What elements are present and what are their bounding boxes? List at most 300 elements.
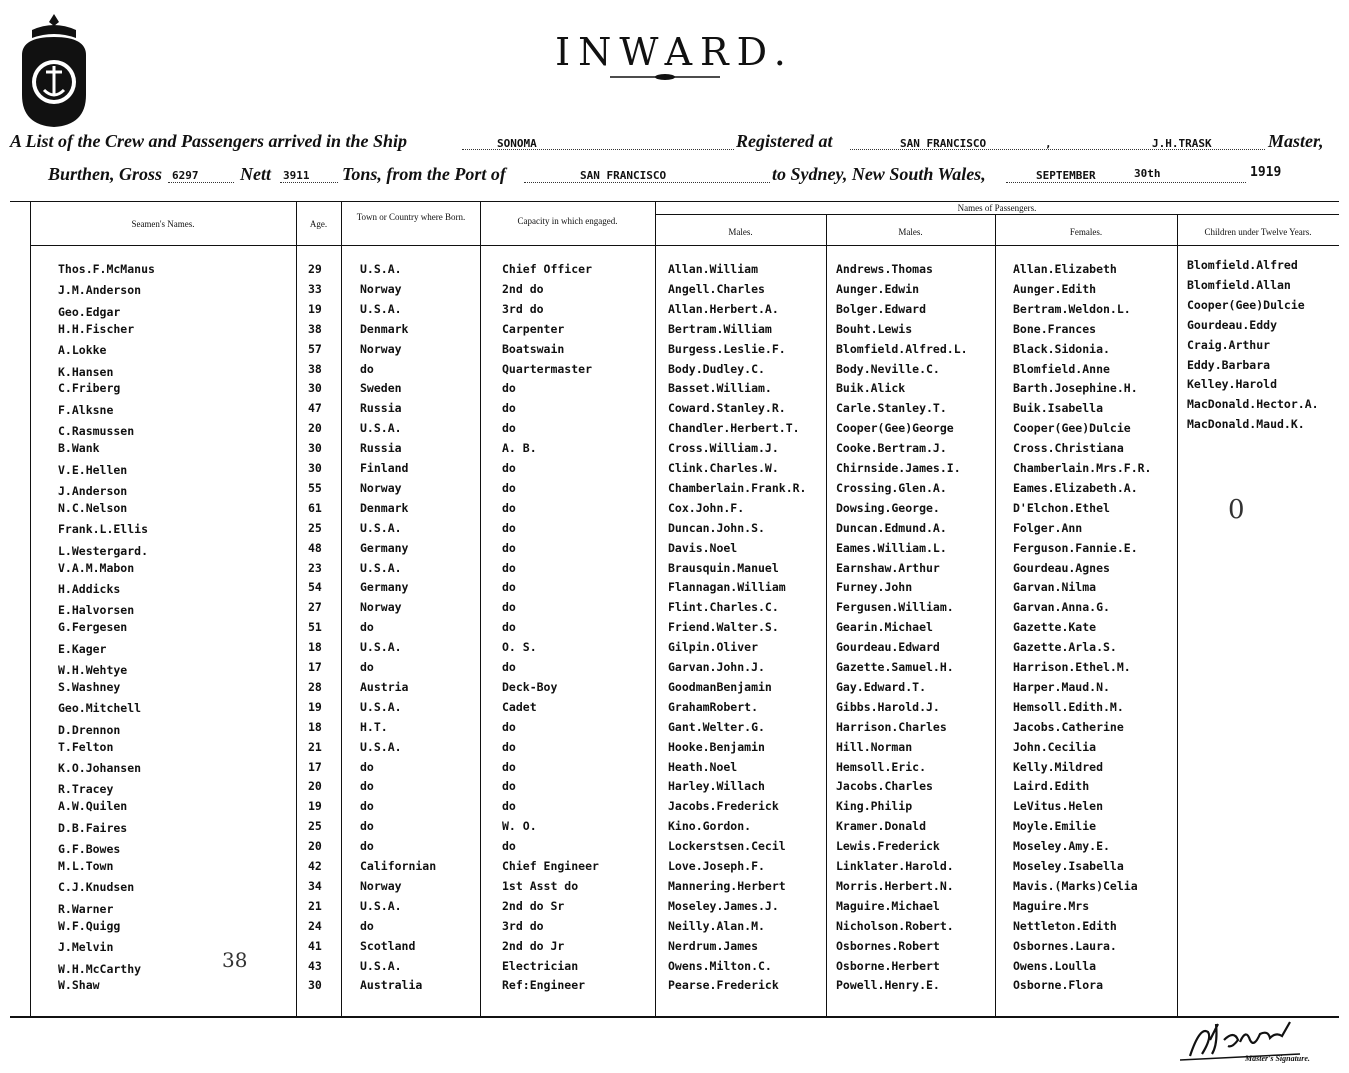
passenger-male: Harley.Willach [668, 779, 765, 794]
passenger-child: Craig.Arthur [1187, 337, 1271, 352]
seaman-name: W.H.McCarthy [58, 961, 142, 976]
seaman-birthplace: Norway [360, 341, 402, 356]
header-comma: , [1045, 137, 1052, 150]
seaman-age: 20 [308, 421, 322, 436]
seaman-birthplace: do [360, 839, 374, 854]
passenger-female: Osbornes.Laura. [1013, 938, 1117, 953]
page-title: INWARD. [555, 30, 794, 74]
seaman-name: J.M.Anderson [58, 283, 142, 298]
seaman-age: 38 [308, 361, 322, 376]
seaman-birthplace: Norway [360, 600, 402, 615]
passenger-male: King.Philip [836, 799, 913, 814]
seaman-capacity: 1st Asst do [502, 878, 579, 893]
passenger-male: Body.Dudley.C. [668, 361, 765, 376]
seaman-age: 30 [308, 978, 322, 993]
seaman-birthplace: Russia [360, 441, 402, 456]
passenger-child: MacDonald.Hector.A. [1187, 397, 1319, 412]
gross-tons: 6297 [172, 169, 199, 182]
passenger-male: Cox.John.F. [668, 500, 745, 515]
passenger-male: Clink.Charles.W. [668, 461, 779, 475]
passenger-child: Blomfield.Allan [1187, 277, 1291, 292]
col-females: Females. [1069, 227, 1103, 237]
passenger-child: Gourdeau.Eddy [1187, 317, 1278, 332]
seaman-birthplace: Germany [360, 540, 409, 555]
master-name: J.H.TRASK [1152, 137, 1212, 150]
registered-port: SAN FRANCISCO [900, 137, 987, 150]
seaman-birthplace: do [360, 799, 374, 814]
seaman-capacity: do [502, 600, 516, 615]
departure-port: SAN FRANCISCO [580, 169, 667, 182]
passenger-female: Folger.Ann [1013, 520, 1083, 535]
seaman-name: D.Drennon [58, 722, 121, 737]
seaman-capacity: do [502, 540, 516, 555]
passenger-female: Hemsoll.Edith.M. [1013, 699, 1124, 714]
passenger-female: D'Elchon.Ethel [1013, 500, 1110, 515]
seaman-birthplace: Norway [360, 878, 402, 893]
passenger-male: Hemsoll.Eric. [836, 759, 927, 774]
seaman-birthplace: Austria [360, 679, 409, 694]
header-nett-label: Nett [240, 164, 271, 184]
passenger-male: Heath.Noel [668, 759, 738, 774]
seaman-capacity: 3rd do [502, 301, 544, 316]
seaman-birthplace: do [360, 819, 374, 834]
seaman-name: M.L.Town [58, 859, 114, 873]
seaman-birthplace: Sweden [360, 381, 402, 396]
seaman-name: V.E.Hellen [58, 462, 128, 477]
passenger-female: Owens.Loulla [1013, 958, 1097, 973]
passenger-male: Duncan.Edmund.A. [836, 520, 947, 535]
seaman-birthplace: Denmark [360, 321, 409, 336]
seaman-birthplace: U.S.A. [360, 421, 402, 436]
passenger-subheader-rule [655, 214, 1339, 215]
seaman-birthplace: U.S.A. [360, 262, 402, 276]
passenger-male: Gazette.Samuel.H. [836, 660, 954, 674]
seaman-capacity: 2nd do Jr [502, 938, 565, 953]
seaman-age: 42 [308, 859, 322, 873]
seaman-capacity: Electrician [502, 958, 579, 973]
passenger-male: Mannering.Herbert [668, 878, 786, 893]
seaman-capacity: W. O. [502, 819, 537, 834]
seaman-birthplace: Norway [360, 281, 402, 296]
arrival-day: 30th [1134, 167, 1161, 180]
passenger-male: Pearse.Frederick [668, 978, 779, 993]
passenger-male: Love.Joseph.F. [668, 859, 765, 873]
seaman-age: 29 [308, 262, 322, 276]
seaman-name: D.B.Faires [58, 820, 128, 835]
seaman-age: 18 [308, 719, 322, 734]
seaman-name: R.Warner [58, 901, 114, 916]
passenger-female: Buik.Isabella [1013, 401, 1104, 416]
passenger-male: Aunger.Edwin [836, 281, 920, 296]
seaman-age: 25 [308, 520, 322, 535]
passenger-male: Gibbs.Harold.J. [836, 699, 940, 714]
seaman-age: 43 [308, 958, 322, 973]
passenger-male: Harrison.Charles [836, 719, 947, 734]
passenger-male: Maguire.Michael [836, 898, 940, 913]
passenger-male: Neilly.Alan.M. [668, 918, 765, 933]
seaman-name: H.Addicks [58, 581, 121, 596]
seaman-birthplace: U.S.A. [360, 739, 402, 754]
seaman-age: 48 [308, 540, 322, 555]
handwritten-mark-age: 38 [222, 948, 248, 972]
passenger-male: Allan.William [668, 262, 759, 276]
seaman-capacity: do [502, 719, 516, 734]
passenger-male: Chandler.Herbert.T. [668, 421, 800, 436]
seaman-name: Geo.Mitchell [58, 701, 142, 716]
table-bottom-rule [10, 1016, 1339, 1018]
passenger-male: Friend.Walter.S. [668, 620, 779, 635]
passenger-female: Black.Sidonia. [1013, 341, 1110, 356]
seaman-name: T.Felton [58, 739, 114, 754]
passenger-female: Osborne.Flora [1013, 978, 1104, 993]
passenger-child: Eddy.Barbara [1187, 357, 1271, 372]
seaman-birthplace: do [360, 361, 374, 376]
ship-name: SONOMA [497, 137, 537, 150]
seaman-name: K.Hansen [58, 364, 114, 379]
seaman-capacity: 2nd do Sr [502, 898, 565, 913]
seaman-age: 30 [308, 381, 322, 396]
title-ornament [610, 74, 720, 80]
seaman-birthplace: Denmark [360, 500, 409, 515]
header-master-label: Master, [1268, 131, 1324, 151]
seaman-age: 55 [308, 480, 322, 495]
passenger-male: Kino.Gordon. [668, 819, 752, 834]
seaman-name: G.F.Bowes [58, 842, 121, 857]
seaman-capacity: do [502, 799, 516, 814]
passenger-male: Morris.Herbert.N. [836, 878, 954, 893]
passenger-male: Gay.Edward.T. [836, 679, 927, 694]
passenger-female: Gourdeau.Agnes [1013, 560, 1110, 575]
passenger-male: Gourdeau.Edward [836, 640, 940, 655]
seaman-age: 30 [308, 441, 322, 456]
seaman-age: 47 [308, 401, 322, 416]
seaman-capacity: do [502, 620, 516, 635]
seaman-name: A.W.Quilen [58, 799, 128, 814]
seaman-age: 28 [308, 679, 322, 694]
passenger-male: Brausquin.Manuel [668, 560, 779, 575]
col-males-2: Males. [898, 227, 923, 237]
passenger-male: Bertram.William [668, 321, 772, 336]
seaman-capacity: do [502, 461, 516, 475]
passenger-female: Allan.Elizabeth [1013, 262, 1117, 276]
passenger-female: LeVitus.Helen [1013, 799, 1104, 814]
seaman-name: F.Alksne [58, 402, 114, 417]
seaman-age: 27 [308, 600, 322, 615]
seaman-capacity: Deck-Boy [502, 679, 558, 694]
seaman-capacity: Cadet [502, 699, 537, 714]
col-age: Age. [309, 219, 328, 229]
seaman-birthplace: do [360, 779, 374, 794]
passenger-male: Lockerstsen.Cecil [668, 839, 786, 854]
seaman-name: G.Fergesen [58, 620, 128, 635]
passenger-male: Davis.Noel [668, 540, 738, 555]
seaman-birthplace: Finland [360, 461, 409, 475]
passenger-male: Hill.Norman [836, 739, 913, 754]
passenger-male: GrahamRobert. [668, 699, 759, 714]
passenger-male: Carle.Stanley.T. [836, 401, 947, 416]
seaman-age: 54 [308, 580, 322, 595]
seaman-birthplace: U.S.A. [360, 958, 402, 973]
passenger-female: Garvan.Nilma [1013, 580, 1097, 595]
seaman-birthplace: Scotland [360, 938, 416, 953]
seaman-birthplace: Russia [360, 401, 402, 416]
passenger-child: Blomfield.Alfred [1187, 258, 1298, 272]
seaman-name: C.Rasmussen [58, 424, 135, 439]
passenger-male: Furney.John [836, 580, 913, 595]
seaman-age: 21 [308, 739, 322, 754]
passenger-male: Cooke.Bertram.J. [836, 441, 947, 456]
passenger-male: Moseley.James.J. [668, 898, 779, 913]
seaman-capacity: do [502, 381, 516, 396]
seaman-capacity: do [502, 421, 516, 436]
arrival-month: SEPTEMBER [1036, 169, 1096, 182]
seaman-name: K.O.Johansen [58, 761, 142, 775]
passenger-female: Gazette.Arla.S. [1013, 640, 1117, 655]
seaman-name: R.Tracey [58, 782, 114, 797]
seaman-birthplace: U.S.A. [360, 699, 402, 714]
passenger-female: Garvan.Anna.G. [1013, 600, 1110, 615]
passenger-male: Bouht.Lewis [836, 321, 913, 336]
seaman-birthplace: do [360, 759, 374, 774]
seaman-birthplace: do [360, 660, 374, 674]
passenger-male: Cross.William.J. [668, 441, 779, 456]
seaman-name: W.H.Wehtye [58, 663, 128, 677]
seaman-capacity: 3rd do [502, 918, 544, 933]
seaman-name: W.Shaw [58, 978, 100, 993]
seaman-name: V.A.M.Mabon [58, 560, 135, 575]
passenger-male: Linklater.Harold. [836, 859, 954, 873]
col-capacity: Capacity in which engaged. [517, 216, 618, 226]
seaman-birthplace: do [360, 918, 374, 933]
col-born: Town or Country where Born. [356, 212, 466, 222]
passenger-female: Jacobs.Catherine [1013, 719, 1124, 734]
passenger-male: GoodmanBenjamin [668, 679, 772, 694]
seaman-capacity: Carpenter [502, 321, 565, 336]
passenger-female: Laird.Edith [1013, 779, 1090, 794]
seaman-capacity: do [502, 520, 516, 535]
passenger-male: Body.Neville.C. [836, 361, 940, 376]
header-line1-prefix: A List of the Crew and Passengers arrived in the Ship [10, 131, 408, 151]
seaman-birthplace: Norway [360, 480, 402, 495]
seaman-name: C.Friberg [58, 381, 121, 396]
seaman-age: 21 [308, 898, 322, 913]
seaman-birthplace: Australia [360, 978, 423, 993]
col-passengers: Names of Passengers. [957, 203, 1037, 213]
seaman-capacity: Chief Officer [502, 262, 593, 276]
passenger-male: Jacobs.Charles [836, 779, 933, 794]
passenger-male: Garvan.John.J. [668, 660, 765, 674]
seaman-name: Frank.L.Ellis [58, 522, 149, 537]
seaman-capacity: do [502, 660, 516, 674]
seaman-birthplace: Californian [360, 859, 437, 873]
passenger-child: Kelley.Harold [1187, 377, 1278, 392]
passenger-male: Hooke.Benjamin [668, 739, 765, 754]
seaman-age: 19 [308, 799, 322, 814]
seaman-capacity: do [502, 779, 516, 794]
seaman-birthplace: Germany [360, 580, 409, 595]
seaman-name: A.Lokke [58, 343, 107, 358]
passenger-male: Nerdrum.James [668, 938, 759, 953]
seaman-age: 19 [308, 699, 322, 714]
signature-label: Master's Signature. [1245, 1054, 1310, 1063]
seaman-age: 51 [308, 620, 322, 635]
seaman-age: 23 [308, 560, 322, 575]
seaman-capacity: do [502, 739, 516, 754]
seaman-age: 17 [308, 660, 322, 674]
seaman-age: 20 [308, 839, 322, 854]
passenger-male: Osbornes.Robert [836, 938, 940, 953]
passenger-male: Jacobs.Frederick [668, 799, 779, 814]
seaman-age: 20 [308, 779, 322, 794]
header-burthen-label: Burthen, Gross [48, 164, 163, 184]
seaman-capacity: Quartermaster [502, 361, 593, 376]
seaman-name: N.C.Nelson [58, 500, 128, 515]
handwritten-mark-children: 0 [1228, 495, 1245, 525]
seaman-name: E.Halvorsen [58, 603, 135, 618]
seaman-birthplace: U.S.A. [360, 640, 402, 655]
header-registered-label: Registered at [736, 131, 833, 151]
seaman-capacity: do [502, 500, 516, 515]
seaman-age: 19 [308, 301, 322, 316]
passenger-female: Kelly.Mildred [1013, 759, 1104, 774]
passenger-male: Duncan.John.S. [668, 520, 765, 535]
seaman-name: B.Wank [58, 441, 100, 456]
passenger-male: Lewis.Frederick [836, 839, 940, 854]
seaman-capacity: do [502, 580, 516, 595]
passenger-child: Cooper(Gee)Dulcie [1187, 297, 1305, 312]
col-seamen-names: Seamen's Names. [131, 219, 195, 229]
passenger-male: Kramer.Donald [836, 819, 927, 834]
passenger-male: Flannagan.William [668, 580, 786, 595]
header-destination-label: to Sydney, New South Wales, [772, 164, 986, 184]
passenger-female: Maguire.Mrs [1013, 898, 1090, 913]
seaman-name: J.Melvin [58, 940, 114, 955]
passenger-male: Flint.Charles.C. [668, 600, 779, 615]
seaman-age: 18 [308, 640, 322, 655]
col-children: Children under Twelve Years. [1204, 227, 1312, 237]
seaman-birthplace: H.T. [360, 719, 388, 734]
seaman-name: C.J.Knudsen [58, 880, 135, 895]
passenger-male: Angell.Charles [668, 281, 765, 296]
passenger-female: Bertram.Weldon.L. [1013, 301, 1131, 316]
seaman-name: Geo.Edgar [58, 304, 121, 319]
passenger-male: Basset.William. [668, 381, 772, 396]
seaman-age: 24 [308, 918, 322, 933]
seaman-birthplace: U.S.A. [360, 520, 402, 535]
passenger-male: Andrews.Thomas [836, 262, 933, 276]
passenger-female: Bone.Frances [1013, 321, 1097, 336]
passenger-male: Powell.Henry.E. [836, 978, 940, 993]
nett-tons: 3911 [283, 169, 310, 182]
seaman-age: 57 [308, 341, 322, 356]
passenger-female: Cooper(Gee)Dulcie [1013, 421, 1131, 436]
seaman-capacity: O. S. [502, 640, 537, 655]
passenger-male: Cooper(Gee)George [836, 421, 954, 436]
seaman-capacity: Chief Engineer [502, 859, 599, 873]
seaman-birthplace: U.S.A. [360, 560, 402, 575]
seaman-capacity: A. B. [502, 441, 537, 456]
passenger-male: Owens.Milton.C. [668, 958, 772, 973]
passenger-male: Osborne.Herbert [836, 958, 940, 973]
seaman-capacity: do [502, 560, 516, 575]
passenger-male: Dowsing.George. [836, 500, 940, 515]
passenger-child: MacDonald.Maud.K. [1187, 417, 1305, 432]
passenger-male: Buik.Alick [836, 381, 906, 396]
passenger-male: Chamberlain.Frank.R. [668, 480, 807, 495]
passenger-male: Fergusen.William. [836, 600, 954, 615]
seaman-name: Thos.F.McManus [58, 262, 155, 276]
seaman-capacity: Ref:Engineer [502, 978, 586, 993]
passenger-female: Gazette.Kate [1013, 620, 1097, 635]
passenger-male: Nicholson.Robert. [836, 918, 954, 933]
seaman-age: 41 [308, 938, 322, 953]
passenger-male: Earnshaw.Arthur [836, 560, 940, 575]
seaman-name: J.Anderson [58, 483, 128, 498]
passenger-male: Gilpin.Oliver [668, 640, 759, 655]
seaman-name: L.Westergard. [58, 543, 149, 558]
passenger-female: Blomfield.Anne [1013, 361, 1110, 376]
table-header-rule [30, 245, 1339, 246]
seaman-age: 33 [308, 281, 322, 296]
seaman-age: 25 [308, 819, 322, 834]
seaman-name: S.Washney [58, 679, 121, 694]
passenger-male: Bolger.Edward [836, 301, 927, 316]
seaman-name: H.H.Fischer [58, 321, 135, 336]
passenger-female: Harrison.Ethel.M. [1013, 660, 1131, 674]
passenger-female: Moyle.Emilie [1013, 819, 1097, 834]
arrival-year: 1919 [1250, 165, 1282, 180]
passenger-female: Moseley.Amy.E. [1013, 839, 1110, 854]
passenger-male: Burgess.Leslie.F. [668, 341, 786, 356]
header-port-label: Tons, from the Port of [342, 164, 506, 184]
seaman-age: 30 [308, 461, 322, 475]
seaman-name: W.F.Quigg [58, 918, 121, 933]
passenger-female: Harper.Maud.N. [1013, 679, 1110, 694]
passenger-female: Barth.Josephine.H. [1013, 381, 1138, 396]
seaman-age: 34 [308, 878, 322, 893]
seaman-birthplace: U.S.A. [360, 898, 402, 913]
passenger-female: Cross.Christiana [1013, 441, 1124, 456]
seaman-birthplace: do [360, 620, 374, 635]
passenger-male: Crossing.Glen.A. [836, 480, 947, 495]
col-males-1: Males. [728, 227, 753, 237]
seaman-name: E.Kager [58, 641, 107, 656]
seaman-capacity: do [502, 401, 516, 416]
passenger-female: Eames.Elizabeth.A. [1013, 480, 1138, 495]
passenger-male: Gant.Welter.G. [668, 719, 765, 734]
seaman-capacity: Boatswain [502, 341, 565, 356]
seaman-age: 38 [308, 321, 322, 336]
passenger-male: Coward.Stanley.R. [668, 401, 786, 416]
seaman-capacity: do [502, 480, 516, 495]
seaman-capacity: 2nd do [502, 281, 544, 296]
table-top-rule [10, 201, 1339, 202]
passenger-male: Gearin.Michael [836, 620, 933, 635]
passenger-female: Ferguson.Fannie.E. [1013, 540, 1138, 555]
passenger-female: Moseley.Isabella [1013, 859, 1124, 873]
seaman-capacity: do [502, 759, 516, 774]
passenger-female: Mavis.(Marks)Celia [1013, 878, 1138, 893]
seaman-age: 61 [308, 500, 322, 515]
passenger-male: Blomfield.Alfred.L. [836, 341, 968, 356]
passenger-male: Chirnside.James.I. [836, 461, 961, 475]
passenger-female: Aunger.Edith [1013, 281, 1097, 296]
seaman-birthplace: U.S.A. [360, 301, 402, 316]
passenger-female: Chamberlain.Mrs.F.R. [1013, 461, 1152, 475]
passenger-female: Nettleton.Edith [1013, 918, 1117, 933]
passenger-male: Eames.William.L. [836, 540, 947, 555]
seaman-age: 17 [308, 759, 322, 774]
